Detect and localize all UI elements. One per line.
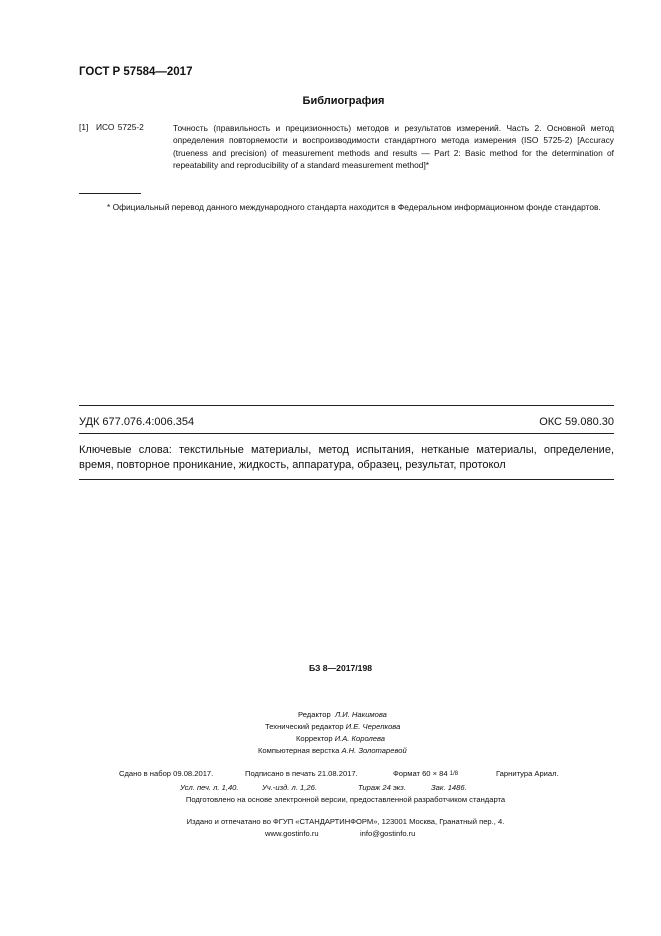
credit-name: Л.И. Накимова: [334, 710, 387, 719]
fraction-denominator: 8: [454, 771, 459, 777]
credit-editor: [298, 709, 387, 721]
credit-name: И.А. Королева: [334, 734, 386, 743]
footnote-rule: [79, 193, 141, 194]
website-link[interactable]: www.gostinfo.ru: [265, 829, 319, 838]
keywords: Ключевые слова: текстильные материалы, метод испытания, нетканые материалы, определение, время, повторное проникание, жидкость, аппаратура, образец, результат, протокол: [79, 444, 614, 472]
imprint-line-2a: Усл. печ. л. 1,40.: [180, 783, 239, 792]
format-label: Формат 60 × 84: [393, 769, 448, 778]
divider-top: [79, 405, 614, 406]
standard-header: ГОСТ Р 57584—2017: [79, 66, 193, 78]
bibliography-title: Библиография: [302, 95, 385, 107]
divider-middle: [79, 433, 614, 434]
credit-proofreader: [296, 733, 385, 745]
email-link[interactable]: info@gostinfo.ru: [360, 829, 416, 838]
credit-tech-editor: [265, 721, 400, 733]
imprint-line-2c: Тираж 24 экз.: [358, 783, 406, 792]
imprint-line-2b: Уч.-изд. л. 1,26.: [262, 783, 317, 792]
oks-code: ОКС 59.080.30: [539, 416, 614, 428]
credit-name: И.Е. Черепкова: [345, 722, 401, 731]
imprint-line-1a: Сдано в набор 09.08.2017.: [119, 769, 214, 778]
credit-role: Редактор: [298, 710, 331, 719]
udk-code: УДК 677.076.4:006.354: [79, 416, 195, 428]
reference-code: ИСО 5725-2: [96, 122, 144, 132]
fraction-numerator: 1: [449, 771, 454, 777]
credit-role: Компьютерная верстка: [258, 746, 340, 755]
footnote: * Официальный перевод данного международного стандарта находится в Федеральном информационном фонде стандартов.: [107, 202, 601, 212]
imprint-line-1d: Гарнитура Ариал.: [496, 769, 559, 778]
reference-number: [1]: [79, 122, 89, 132]
credit-role: Корректор: [296, 734, 333, 743]
imprint-line-2d: Зак. 1486.: [431, 783, 467, 792]
credit-role: Технический редактор: [265, 722, 344, 731]
reference-text: Точность (правильность и прецизионность) методов и результатов измерений. Часть 2. Основной метод определения повторяемости и воспроизводимости стандартного метода измерения (ISO 5725-2) [Accuracy (trueness and precision) of measurement methods and results — Part 2: Basic method for the determination of repeatability and reproducibility of a standard measurement method]*: [173, 123, 614, 170]
imprint-line-1c: [393, 768, 458, 780]
imprint-line-1b: Подписано в печать 21.08.2017.: [245, 769, 358, 778]
credit-layout: [258, 745, 407, 757]
bz-number: БЗ 8—2017/198: [308, 663, 373, 673]
prepared-note: Подготовлено на основе электронной версии, предоставленной разработчиком стандарта: [185, 795, 506, 804]
publisher-info: Издано и отпечатано во ФГУП «СТАНДАРТИНФОРМ», 123001 Москва, Гранатный пер., 4.: [186, 817, 505, 826]
format-fraction: 1/8: [449, 771, 459, 777]
credit-name: А.Н. Золотаревой: [341, 746, 407, 755]
divider-bottom: [79, 479, 614, 480]
